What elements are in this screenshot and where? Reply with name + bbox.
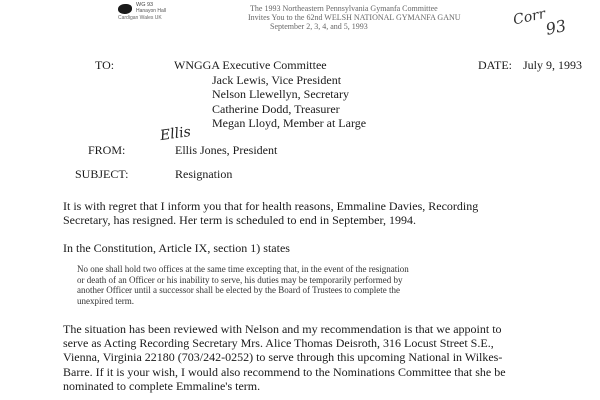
recipient-line: Catherine Dodd, Treasurer [212,101,340,116]
from-value: Ellis Jones, President [175,143,278,157]
quote-line: or death of an Officer or his inability to serve, his duties may be temporarily performed by [77,274,403,285]
date-value: July 9, 1993 [523,58,583,72]
banner-line-1: The 1993 Northeastern Pennsylvania Gymanfa Committee [250,4,438,13]
constitution-quote [77,264,409,306]
quote-line: No one shall hold two offices at the same time excepting that, in the event of the resignation [77,264,409,274]
body-line: serve as Acting Recording Secretary Mrs. Alice Thomas Deisroth, 316 Locust Street S.E., [63,336,494,351]
organization-logo [118,2,218,22]
body-line: Vienna, Virginia 22180 (703/242-0252) to serve through this upcoming National in Wilkes- [63,350,503,365]
body-paragraph-1 [63,199,478,227]
body-paragraph-2: In the Constitution, Article IX, section 1) states [63,241,290,255]
quote-line: unexpired term. [77,295,134,306]
handwritten-note-number: 93 [543,15,568,39]
recipient-line: Nelson Llewellyn, Secretary [212,87,349,102]
body-line: The situation has been reviewed with Nelson and my recommendation is that we appoint to [63,322,502,336]
recipient-line: Megan Lloyd, Member at Large [212,116,367,131]
recipient-line: WNGGA Executive Committee [174,58,327,72]
logo-line-1: WG 93 [136,2,154,8]
date-label: DATE: [478,58,512,72]
body-line: Barre. If it is your wish, I would also recommend to the Nominations Committee that she be [63,364,506,379]
subject-value: Resignation [175,167,233,181]
logo-line-3: Cardigan Wales UK [118,15,162,21]
quote-line: another Officer until a successor shall be elected by the Board of Trustees to complete the [77,285,400,296]
body-line: It is with regret that I inform you that for health reasons, Emmaline Davies, Recording [63,199,479,213]
body-line: Secretary, has resigned. Her term is scheduled to end in September, 1994. [63,213,416,228]
from-label: FROM: [88,143,126,157]
handwritten-note-text: Corr [511,5,547,29]
banner-line-3: September 2, 3, 4, and 5, 1993 [270,22,368,31]
handwritten-signature: Ellis [159,123,192,145]
body-line: nominated to complete Emmaline's term. [63,378,261,393]
body-paragraph-3 [63,322,506,393]
recipient-line: Jack Lewis, Vice President [212,72,342,87]
logo-line-2: Hanayon Hall [136,8,167,14]
subject-label: SUBJECT: [75,167,129,181]
logo-emblem-icon [118,4,132,14]
to-label: TO: [95,58,115,72]
recipient-list [174,58,367,131]
banner-line-2: Invites You to the 62nd WELSH NATIONAL GYMANFA GANU [248,13,461,22]
